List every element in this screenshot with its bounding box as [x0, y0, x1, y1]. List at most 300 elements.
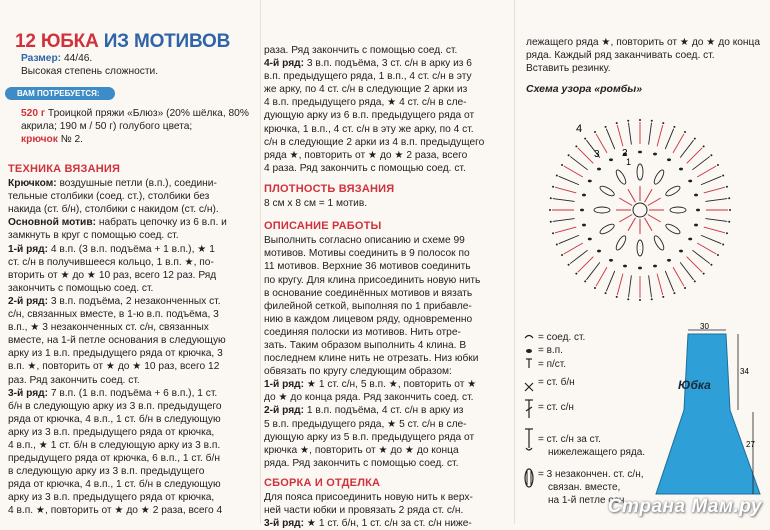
round-4-stitch [704, 227, 725, 233]
description-line-text: 5 в.п. предыдущего ряда, ★ 5 ст. с/н в сле- [264, 418, 467, 430]
round-4-stitch [559, 176, 579, 184]
description-line-text: ★ 1 ст. с/н, 5 в.п. ★, повторить от ★ [304, 379, 477, 391]
row4-line [264, 70, 512, 83]
assembly-heading: СБОРКА И ОТДЕЛКА [264, 476, 381, 489]
round-4-stitch [553, 219, 575, 222]
round-4-top [584, 280, 586, 282]
assembly-row-label: 3-й ряд: [264, 518, 305, 530]
technique-line [8, 334, 258, 347]
row4-line [264, 44, 512, 57]
technique-line [8, 243, 258, 256]
technique-line-text: ряда от крючка, 4 в.п., 1 ст. б/н в следующую [8, 413, 221, 425]
round-2-cluster [599, 184, 616, 197]
technique-text [8, 177, 258, 517]
description-line [264, 313, 512, 326]
page-title [15, 31, 230, 53]
finishing-line-text: Вставить резинку. [526, 63, 611, 75]
finishing-line [526, 49, 770, 62]
technique-line-text: ст. с/н в получившееся кольцо, 1 в.п. ★, по- [8, 256, 214, 268]
round-4-top [717, 164, 719, 166]
legend-post-dc: = ст. с/н за ст. [538, 434, 601, 445]
round-4-top [703, 145, 705, 147]
row-label-2: 2 [622, 148, 628, 159]
round-4-top [550, 197, 552, 199]
description-line-text: последнем клине нить не отрезать. Низ юбки [264, 353, 479, 365]
legend-sc: = ст. б/н [538, 377, 575, 388]
row4-line [264, 57, 512, 70]
round-4-top [726, 186, 728, 188]
round-4-top [594, 287, 596, 289]
round-4-top [552, 232, 554, 234]
round-4-stitch [665, 129, 673, 149]
scheme-title: Схема узора «ромбы» [526, 83, 643, 96]
round-4-top [684, 131, 686, 133]
technique-line-text: вместе, на 1-й петле основания в следующую [8, 335, 226, 347]
row4-line-text: 4 раза. Ряд закончить с помощью соед. ст. [264, 162, 466, 174]
motif-symbols [549, 119, 731, 301]
round-4-stitch [697, 243, 716, 254]
technique-line-text: б/н в следующую арку из 3 в.п. предыдущего [8, 400, 222, 412]
round-4-stitch [596, 267, 607, 286]
description-line [264, 352, 512, 365]
round-4-top [722, 175, 724, 177]
round-4-top [729, 209, 731, 211]
round-4-top [639, 119, 641, 121]
round-1-stitch [628, 218, 636, 231]
description-line [264, 391, 512, 404]
round-4-top [616, 122, 618, 124]
technique-line-text: набрать цепочку из 6 в.п. и [95, 217, 227, 229]
round-4-stitch [680, 140, 693, 157]
description-line-text: Выполнить согласно описанию и схеме 99 [264, 235, 465, 247]
round-3-chain [588, 180, 592, 183]
description-line [264, 300, 512, 313]
round-4-top [627, 120, 629, 122]
technique-line-text: с/н, связанных вместе, в 1-ю в.п. подъёма, 3 [8, 309, 219, 321]
technique-line-text: в следующую арку из 3 в.п. предыдущего [8, 466, 205, 478]
technique-line [8, 452, 258, 465]
column-3-text [526, 36, 770, 96]
row-4-text [264, 44, 512, 175]
technique-line [8, 177, 258, 190]
row4-line-text: ряда ★, повторить от ★ до ★ 2 раза, всего [264, 149, 468, 161]
finishing-text [526, 36, 770, 75]
round-4-stitch [692, 250, 709, 263]
round-1-stitch [645, 218, 653, 231]
assembly-line-text: ★ 1 ст. б/н, 1 ст. с/н за ст. с/н ниже- [304, 518, 472, 530]
technique-line [8, 347, 258, 360]
technique-line [8, 203, 258, 216]
round-4-top [710, 154, 712, 156]
dim-side-bottom: 27 [746, 440, 755, 449]
round-2-cluster [652, 169, 665, 186]
assembly-line-text: Для пояса присоединить новую нить к верх- [264, 492, 473, 503]
size-value: 44/46. [63, 53, 93, 64]
technique-line [8, 229, 258, 242]
description-line [264, 326, 512, 339]
assembly-line [264, 504, 512, 517]
description-heading: ОПИСАНИЕ РАБОТЫ [264, 220, 382, 233]
round-4-stitch [553, 199, 575, 202]
description-row-label: 2-й ряд: [264, 405, 305, 417]
skirt-shape [656, 334, 760, 494]
technique-line [8, 374, 258, 387]
row4-line [264, 136, 512, 149]
hook-value: № 2. [60, 134, 83, 145]
round-4-stitch [704, 187, 725, 193]
round-3-chain [609, 259, 613, 262]
row4-line-text: же арку, по 4 ст. с/н в следующие 2 арки из [264, 84, 468, 96]
row4-line [264, 96, 512, 109]
technique-line-text: в.п. ★, повторить от ★ до ★ 10 раз, всего 12 [8, 361, 220, 373]
row4-row-label: 4-й ряд: [264, 58, 305, 70]
round-4-top [728, 197, 730, 199]
title-main: ЮБКА [40, 31, 99, 52]
round-4-stitch [606, 129, 614, 149]
description-line-text: филейной сеткой, выполняя по 1 прибавле- [264, 300, 472, 312]
round-4-stitch [680, 262, 693, 279]
round-4-top [556, 175, 558, 177]
round-4-stitch [555, 227, 576, 233]
technique-line-text: в.п., ★ 3 незаконченных ст. с/н, связанных [8, 322, 209, 334]
round-4-stitch [665, 271, 673, 291]
round-4-stitch [578, 148, 594, 164]
title-number: 12 [15, 31, 36, 52]
description-line [264, 457, 512, 470]
row4-line-text: дующую арку из 6 в.п. предыдущего ряда от [264, 110, 475, 122]
round-4-top [651, 120, 653, 122]
round-4-stitch [705, 199, 727, 202]
legend-half-dc: = п/ст. [538, 359, 567, 370]
technique-line [8, 387, 258, 400]
legend-cluster-2: связан. вместе, [548, 482, 621, 493]
round-3-chain [667, 259, 671, 262]
round-3-chain [582, 224, 586, 227]
round-4-top [550, 221, 552, 223]
round-2-cluster [594, 207, 610, 213]
row-label-3: 3 [594, 149, 600, 160]
technique-line-text: арку из 1 в.п. предыдущего ряда от крючка, 3 [8, 348, 223, 360]
technique-line-text: 7 в.п. (1 в.п. подъёма + 6 в.п.), 1 ст. [48, 387, 218, 399]
yarn-amount: 520 г [21, 108, 46, 119]
difficulty-text: Высокая степень сложности. [21, 66, 159, 77]
technique-heading: ТЕХНИКА ВЯЗАНИЯ [8, 163, 121, 175]
technique-line-text: ряда от крючка, 4 в.п., 1 ст. б/н в следующую [8, 479, 221, 491]
technique-section [8, 163, 258, 518]
assembly-line-text: ней части юбки и провязать 2 ряда ст. с/н. [264, 505, 464, 517]
description-line [264, 418, 512, 431]
technique-row-label: Основной мотив: [8, 217, 96, 229]
technique-line [8, 216, 258, 229]
technique-line-text: 4 в.п. ★, повторить от ★ до ★ 2 раза, всего 4 [8, 505, 223, 517]
round-4-top [549, 209, 551, 211]
round-4-stitch [697, 166, 716, 177]
round-2-cluster [670, 207, 686, 213]
round-2-cluster [637, 240, 643, 256]
round-4-stitch [649, 123, 652, 145]
density-heading: ПЛОТНОСТЬ ВЯЗАНИЯ [264, 182, 395, 195]
description-text [264, 234, 512, 470]
round-4-stitch [617, 274, 623, 295]
technique-line [8, 269, 258, 282]
round-4-stitch [559, 235, 579, 243]
round-4-top [717, 254, 719, 256]
description-line [264, 404, 512, 417]
title-rest: ИЗ МОТИВОВ [103, 31, 231, 52]
skirt-schematic [650, 322, 762, 502]
technique-line [8, 295, 258, 308]
column-2 [264, 44, 512, 530]
legend-chain: = в.п. [538, 345, 563, 356]
description-line-text: обвязать по кругу следующим образом: [264, 366, 452, 378]
round-3-chain [597, 168, 601, 171]
description-line [264, 339, 512, 352]
description-line [264, 365, 512, 378]
round-4-stitch [673, 134, 684, 153]
round-4-top [594, 131, 596, 133]
row-label-4: 4 [576, 123, 583, 135]
round-4-top [552, 186, 554, 188]
row4-line [264, 83, 512, 96]
round-4-top [703, 273, 705, 275]
technique-line [8, 504, 258, 517]
row4-line-text: с/н в следующие 2 арки из 4 в.п. предыдущего [264, 136, 485, 148]
round-4-top [556, 243, 558, 245]
description-line-text: дующую арку из 5 в.п. предыдущего ряда от [264, 431, 475, 443]
technique-line [8, 413, 258, 426]
round-1-stitch [628, 189, 636, 202]
dim-top-width: 30 [700, 322, 709, 331]
technique-line [8, 478, 258, 491]
row4-line-text: крючка, 1 в.п., 4 ст. с/н в эту же арку, по 4 ст. [264, 123, 474, 135]
row4-line [264, 123, 512, 136]
description-row-label: 1-й ряд: [264, 379, 305, 391]
description-line-text: до ★ до конца ряда. Ряд закончить соед. ст. [264, 392, 474, 404]
round-4-top [710, 264, 712, 266]
technique-line-text: вторить от ★ до ★ 10 раз, всего 12 раз. Ряд [8, 269, 217, 281]
round-4-top [673, 126, 675, 128]
technique-line [8, 360, 258, 373]
round-1-stitch [619, 215, 632, 223]
round-3-chain [679, 250, 683, 253]
description-line-text: зать. Таким образом выполнить 4 клина. В [264, 339, 467, 351]
round-4-top [726, 232, 728, 234]
round-4-stitch [649, 275, 652, 297]
assembly-text [264, 491, 512, 530]
round-4-top [651, 298, 653, 300]
center-ring [633, 203, 647, 217]
cluster-symbol [525, 469, 533, 487]
round-1-stitch [619, 198, 632, 206]
round-4-top [639, 299, 641, 301]
description-line [264, 274, 512, 287]
round-4-stitch [657, 274, 663, 295]
round-4-stitch [705, 219, 727, 222]
technique-row-label: Крючком: [8, 178, 57, 190]
technique-line-text: 4 в.п. (3 в.п. подъёма + 1 в.п.), ★ 1 [48, 243, 215, 255]
description-line-text: 11 мотивов. Верхние 36 мотивов соединить [264, 261, 471, 273]
round-4-stitch [578, 257, 594, 273]
round-3-chain [694, 224, 698, 227]
round-3-chain [582, 194, 586, 197]
row4-line-text: 4 в.п. предыдущего ряда, ★ 4 ст. с/н в сле- [264, 97, 467, 109]
round-4-top [684, 287, 686, 289]
round-2-cluster [614, 234, 627, 251]
round-4-top [605, 126, 607, 128]
technique-line-text: воздушные петли (в.п.), соедини- [56, 178, 217, 190]
round-4-top [694, 138, 696, 140]
round-4-top [627, 298, 629, 300]
technique-line [8, 439, 258, 452]
round-4-stitch [555, 187, 576, 193]
round-3-chain [653, 153, 657, 156]
description-line-text: мотивов. Мотивы соединить в 9 полосок по [264, 248, 470, 260]
round-4-stitch [570, 156, 587, 169]
yarn-text: Троицкой пряжи «Блюз» (20% шёлка, 80% акрила; 190 м / 50 г) голубого цвета; [21, 108, 249, 132]
finishing-line-text: лежащего ряда ★, повторить от ★ до ★ до конца [526, 37, 761, 48]
row4-line-text: раза. Ряд закончить с помощью соед. ст. [264, 45, 458, 56]
technique-line [8, 321, 258, 334]
round-1-stitch [645, 189, 653, 202]
technique-line-text: накида (ст. б/н), столбики с накидом (ст. с/н). [8, 204, 219, 216]
finishing-line [526, 36, 770, 49]
description-line-text: соединяя полоски из мотивов. Нить отре- [264, 326, 461, 338]
round-4-stitch [701, 176, 721, 184]
legend-slip-stitch: = соед. ст. [538, 332, 586, 343]
row-label-1: 1 [626, 157, 632, 167]
round-4-top [662, 296, 664, 298]
legend-cluster: = 3 незакончен. ст. с/н, [538, 469, 644, 480]
round-2-cluster [664, 222, 681, 235]
round-4-top [575, 145, 577, 147]
round-4-top [568, 154, 570, 156]
round-4-top [575, 273, 577, 275]
technique-line [8, 426, 258, 439]
materials-badge: ВАМ ПОТРЕБУЕТСЯ: [5, 87, 115, 100]
description-line [264, 431, 512, 444]
round-3-chain [580, 209, 584, 212]
materials-block [21, 107, 256, 146]
round-3-chain [688, 238, 692, 241]
technique-row-label: 2-й ряд: [8, 295, 49, 307]
round-1-stitch [648, 215, 661, 223]
column-divider-1 [260, 0, 261, 524]
round-4-stitch [586, 262, 599, 279]
technique-line [8, 465, 258, 478]
round-4-stitch [629, 275, 632, 297]
round-3-chain [688, 180, 692, 183]
technique-line-text: 3 в.п. подъёма, 2 незаконченных ст. [48, 295, 221, 307]
round-3-chain [638, 151, 642, 154]
watermark: Страна Мам.ру [607, 496, 762, 517]
description-line-text: ряда. Ряд закончить с помощью соед. ст. [264, 457, 459, 469]
round-4-stitch [701, 235, 721, 243]
sc-symbol [525, 383, 533, 391]
technique-row-label: 3-й ряд: [8, 387, 49, 399]
round-4-top [673, 292, 675, 294]
technique-line-text: предыдущего ряда от крючка, 6 в.п., 1 ст. б/н [8, 453, 220, 465]
hook-label: крючок [21, 134, 58, 145]
round-4-top [722, 243, 724, 245]
technique-line [8, 190, 258, 203]
round-2-cluster [664, 184, 681, 197]
row4-line [264, 162, 512, 175]
technique-line-text: 4 в.п., ★ 1 ст. б/н в следующую арку из 3 в.п. [8, 439, 221, 451]
round-4-stitch [570, 250, 587, 263]
round-3-chain [696, 209, 700, 212]
row4-line [264, 109, 512, 122]
round-4-top [561, 164, 563, 166]
finishing-line-text: ряда. Каждый ряд заканчивать соед. ст. [526, 50, 715, 62]
round-4-stitch [673, 267, 684, 286]
description-line [264, 378, 512, 391]
round-3-chain [623, 265, 627, 268]
round-4-top [616, 296, 618, 298]
round-3-chain [597, 250, 601, 253]
size-block [21, 52, 158, 78]
description-line-text: 1 в.п. подъёма, 4 ст. с/н в арку из [304, 405, 464, 417]
technique-line-text: замкнуть в круг с помощью соед. ст. [8, 230, 179, 242]
round-4-top [728, 221, 730, 223]
round-4-stitch [606, 271, 614, 291]
legend-dc: = ст. с/н [538, 402, 574, 413]
technique-line [8, 491, 258, 504]
round-4-stitch [629, 123, 632, 145]
round-4-stitch [564, 243, 583, 254]
description-line [264, 287, 512, 300]
round-4-top [662, 122, 664, 124]
technique-line-text: арку из 3 в.п. предыдущего ряда от крючка, [8, 426, 215, 438]
round-3-chain [694, 194, 698, 197]
round-4-stitch [687, 257, 703, 273]
crochet-motif-chart [540, 110, 740, 310]
round-3-chain [667, 158, 671, 161]
round-4-top [605, 292, 607, 294]
round-3-chain [609, 158, 613, 161]
technique-line [8, 400, 258, 413]
description-line [264, 234, 512, 247]
description-line [264, 260, 512, 273]
row4-line-text: 3 в.п. подъёма, 3 ст. с/н в арку из 6 [304, 58, 472, 70]
round-4-stitch [692, 156, 709, 169]
density-text: 8 см х 8 см = 1 мотив. [264, 198, 368, 210]
round-4-top [694, 280, 696, 282]
round-3-chain [653, 265, 657, 268]
round-4-stitch [617, 125, 623, 146]
skirt-label: Юбка [678, 378, 711, 392]
round-4-top [568, 264, 570, 266]
round-2-cluster [614, 169, 627, 186]
slip-stitch-symbol [525, 336, 533, 339]
size-label: Размер: [21, 53, 62, 64]
description-line-text: по кругу. Для клина присоединить новую нить [264, 274, 481, 286]
finishing-line [526, 62, 770, 75]
description-line [264, 247, 512, 260]
description-line-text: в основание соединённых мотивов и вязать [264, 287, 473, 299]
technique-line-text: тельные столбики (соед. ст.), столбики без [8, 191, 210, 203]
round-4-top [584, 138, 586, 140]
technique-line [8, 282, 258, 295]
description-line-text: крючка ★, повторить от ★ до ★ до конца [264, 444, 459, 456]
technique-line [8, 308, 258, 321]
round-4-top [561, 254, 563, 256]
round-1-stitch [648, 198, 661, 206]
round-2-cluster [599, 222, 616, 235]
assembly-line [264, 491, 512, 504]
technique-line [8, 256, 258, 269]
legend-post-dc-2: нижележащего ряда. [548, 447, 646, 458]
dim-side-top: 34 [740, 367, 749, 376]
